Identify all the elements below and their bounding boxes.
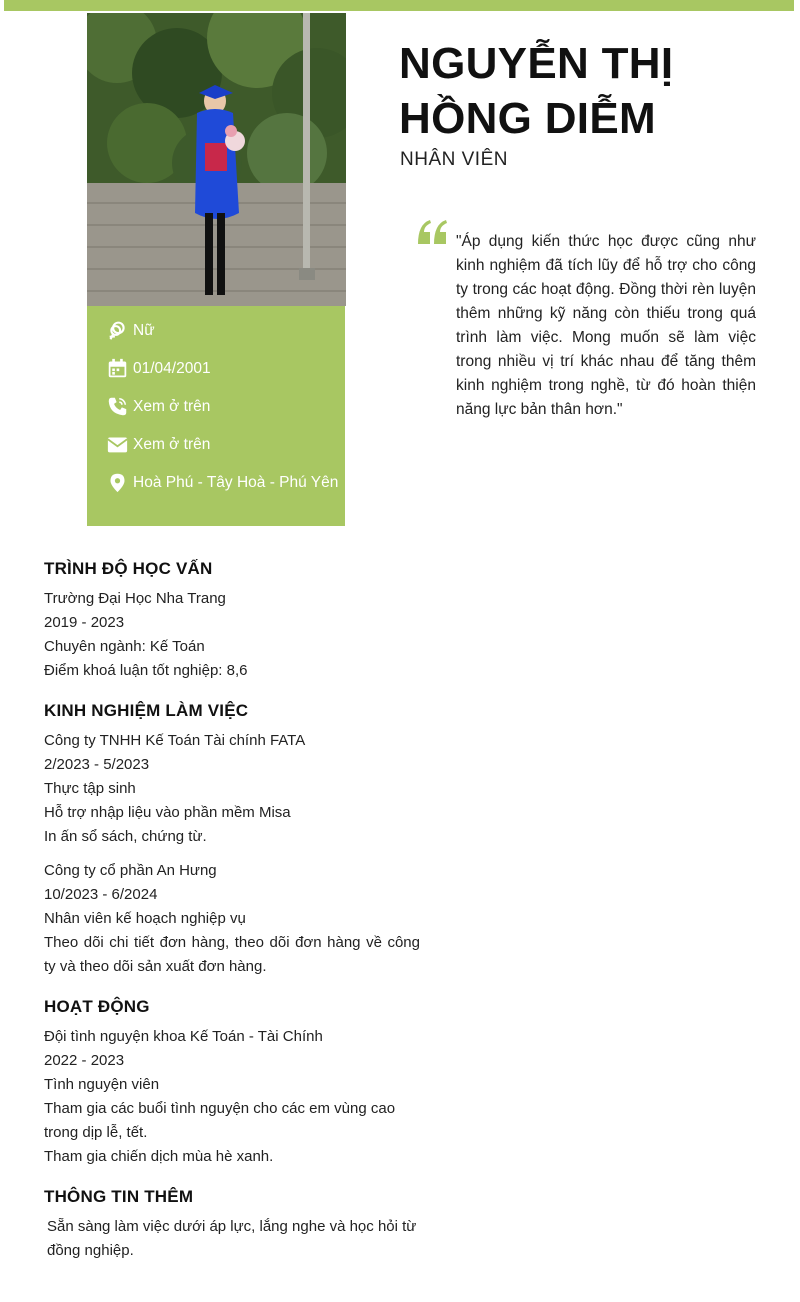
experience-role: Thực tập sinh <box>44 780 136 797</box>
address-value: Hoà Phú - Tây Hoà - Phú Yên <box>133 473 339 491</box>
gender-icon <box>107 320 128 341</box>
education-period: 2019 - 2023 <box>44 614 125 631</box>
education-title: TRÌNH ĐỘ HỌC VẤN <box>44 559 213 578</box>
experience-detail: Theo dõi chi tiết đơn hàng, theo dõi đơn hàng về công ty và theo dõi sản xuất đơn hàng. <box>44 934 420 975</box>
email-value: Xem ở trên <box>133 435 211 453</box>
profile-photo <box>87 13 346 306</box>
phone-value: Xem ở trên <box>133 397 211 415</box>
experience-detail: Hỗ trợ nhập liệu vào phần mềm Misa <box>44 804 291 821</box>
top-accent-bar <box>4 0 794 11</box>
phone-row <box>107 396 210 417</box>
experience-period: 10/2023 - 6/2024 <box>44 886 158 903</box>
activity-org: Đội tình nguyện khoa Kế Toán - Tài Chính <box>44 1028 323 1045</box>
email-row <box>107 434 210 455</box>
job-position: NHÂN VIÊN <box>400 149 508 170</box>
experience-title: KINH NGHIỆM LÀM VIỆC <box>44 701 249 720</box>
activity-role: Tình nguyện viên <box>44 1076 160 1093</box>
education-section <box>44 557 420 683</box>
activity-detail: Tham gia chiến dịch mùa hè xanh. <box>44 1148 274 1165</box>
experience-period: 2/2023 - 5/2023 <box>44 756 150 773</box>
additional-section <box>44 1185 420 1263</box>
education-major: Chuyên ngành: Kế Toán <box>44 638 205 655</box>
education-school: Trường Đại Học Nha Trang <box>44 590 226 607</box>
contact-panel <box>87 306 345 526</box>
full-name <box>399 36 729 146</box>
experience-section <box>44 699 420 979</box>
career-objective: "Áp dụng kiến thức học được cũng như kinh nghiệm đã tích lũy để hỗ trợ cho công ty trong các hoạt động. Đồng thời rèn luyện thêm những kỹ năng còn thiếu trong quá trình làm việc. Mong muốn sẽ làm việc trong nhiều vị trí khác nhau để tăng thêm kinh nghiệm trong nghề, từ đó hoàn thiện năng lực bản thân hơn." <box>456 233 756 418</box>
envelope-icon <box>107 434 128 455</box>
gender-row <box>107 320 155 341</box>
activity-period: 2022 - 2023 <box>44 1052 125 1069</box>
additional-text: Sẵn sàng làm việc dưới áp lực, lắng nghe và học hỏi từ đồng nghiệp. <box>47 1218 417 1259</box>
address-row <box>107 472 338 493</box>
gender-value: Nữ <box>133 321 155 339</box>
experience-item <box>44 859 420 979</box>
additional-title: THÔNG TIN THÊM <box>44 1187 194 1206</box>
experience-company: Công ty cổ phần An Hưng <box>44 862 217 879</box>
full-name-text: NGUYỄN THỊ HỒNG DIỄM <box>399 39 674 143</box>
quote-icon <box>416 218 448 246</box>
experience-company: Công ty TNHH Kế Toán Tài chính FATA <box>44 732 306 749</box>
experience-role: Nhân viên kế hoạch nghiệp vụ <box>44 910 246 927</box>
location-pin-icon <box>107 472 128 493</box>
experience-item <box>44 729 420 849</box>
calendar-icon <box>107 358 128 379</box>
phone-icon <box>107 396 128 417</box>
education-score: Điểm khoá luận tốt nghiệp: 8,6 <box>44 662 248 679</box>
birthday-value: 01/04/2001 <box>133 359 211 377</box>
activity-detail: Tham gia các buổi tình nguyện cho các em vùng cao trong dịp lễ, tết. <box>44 1100 396 1141</box>
activities-title: HOẠT ĐỘNG <box>44 997 150 1016</box>
birthday-row <box>107 358 211 379</box>
activities-section <box>44 995 420 1169</box>
experience-detail: In ấn sổ sách, chứng từ. <box>44 828 207 845</box>
